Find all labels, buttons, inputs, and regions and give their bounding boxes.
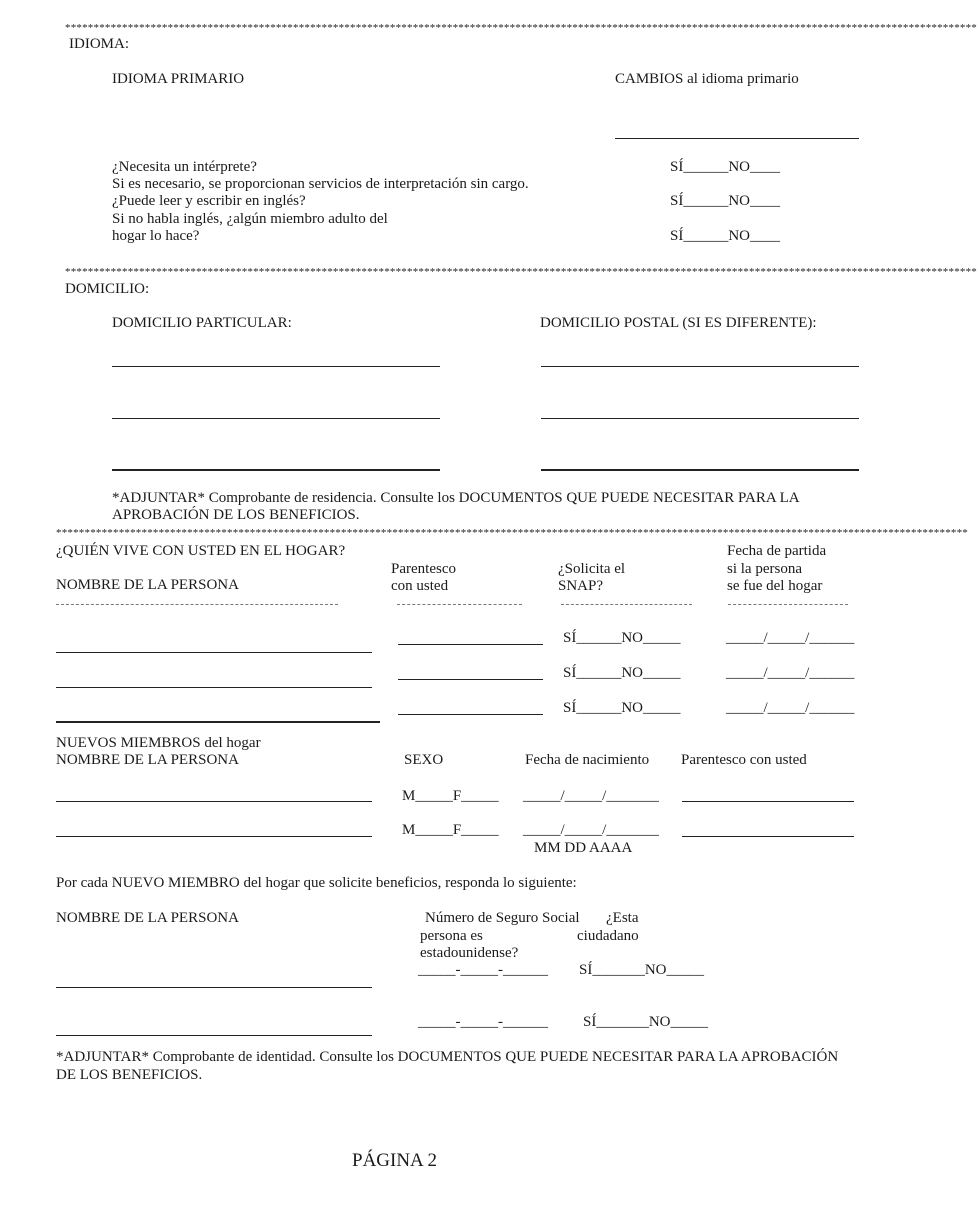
primary-language-label: IDIOMA PRIMARIO (112, 71, 245, 87)
snap-header-1: ¿Solicita el (558, 561, 626, 577)
household-snap-yes-no-1[interactable]: SÍ______NO_____ (563, 630, 681, 646)
household-departure-date-2[interactable]: _____/_____/______ (726, 665, 855, 681)
new-member-sex-1[interactable]: M_____F_____ (402, 788, 499, 804)
household-name-field-3[interactable] (56, 721, 380, 723)
new-member-relation-field-2[interactable] (682, 836, 854, 837)
new-member-dob-2[interactable]: _____/_____/_______ (523, 822, 659, 838)
departure-header-2: si la persona (727, 561, 802, 577)
household-name-header: NOMBRE DE LA PERSONA (56, 577, 239, 593)
name-header-dashes (56, 604, 338, 605)
postal-address-line-2[interactable] (541, 418, 859, 419)
separator-stars-1: **************************************************************************************************************************************************************** (65, 22, 977, 34)
new-member-name-field-2[interactable] (56, 836, 372, 837)
home-address-line-1[interactable] (112, 366, 440, 367)
snap-header-2: SNAP? (558, 578, 604, 594)
household-relation-field-2[interactable] (398, 679, 543, 680)
benefits-name-field-1[interactable] (56, 987, 372, 988)
new-members-name-header: NOMBRE DE LA PERSONA (56, 752, 239, 768)
citizen-header-b1: persona es (420, 928, 483, 944)
household-departure-date-1[interactable]: _____/_____/______ (726, 630, 855, 646)
language-changes-field[interactable] (615, 138, 859, 139)
departure-header-3: se fue del hogar (727, 578, 823, 594)
new-member-relation-field-1[interactable] (682, 801, 854, 802)
residence-attach-line2: APROBACIÓN DE LOS BENEFICIOS. (112, 507, 360, 523)
interpreter-note: Si es necesario, se proporcionan servicios de interpretación sin cargo. (112, 176, 529, 192)
household-name-field-2[interactable] (56, 687, 372, 688)
idioma-heading: IDIOMA: (69, 36, 129, 52)
postal-address-label: DOMICILIO POSTAL (SI ES DIFERENTE): (540, 315, 817, 331)
household-question: ¿QUIÉN VIVE CON USTED EN EL HOGAR? (56, 543, 346, 559)
citizen-header-c: estadounidense? (420, 945, 519, 961)
citizen-header-a: ¿Esta (606, 910, 639, 926)
dob-header: Fecha de nacimiento (525, 752, 650, 768)
benefits-name-header: NOMBRE DE LA PERSONA (56, 910, 239, 926)
adult-question-line2: hogar lo hace? (112, 228, 200, 244)
language-changes-label: CAMBIOS al idioma primario (615, 71, 799, 87)
household-relation-field-1[interactable] (398, 644, 543, 645)
postal-address-line-1[interactable] (541, 366, 859, 367)
home-address-line-2[interactable] (112, 418, 440, 419)
ssn-field-2[interactable]: _____-_____-______ (418, 1014, 548, 1030)
residence-attach-line1: *ADJUNTAR* Comprobante de residencia. Consulte los DOCUMENTOS QUE PUEDE NECESITAR PARA LA (112, 490, 800, 506)
identity-attach-line1: *ADJUNTAR* Comprobante de identidad. Consulte los DOCUMENTOS QUE PUEDE NECESITAR PARA LA APROBACIÓN (56, 1049, 839, 1065)
new-members-relation-header: Parentesco con usted (681, 752, 807, 768)
sex-header: SEXO (404, 752, 444, 768)
read-write-yes-no[interactable]: SÍ______NO____ (670, 193, 781, 209)
ssn-field-1[interactable]: _____-_____-______ (418, 962, 548, 978)
relation-header-dashes (397, 604, 522, 605)
new-members-title: NUEVOS MIEMBROS del hogar (56, 735, 261, 751)
home-address-line-3[interactable] (112, 469, 440, 471)
relation-header-2: con usted (391, 578, 449, 594)
domicilio-heading: DOMICILIO: (65, 281, 150, 297)
snap-header-dashes (561, 604, 692, 605)
benefits-name-field-2[interactable] (56, 1035, 372, 1036)
new-member-name-field-1[interactable] (56, 801, 372, 802)
household-snap-yes-no-2[interactable]: SÍ______NO_____ (563, 665, 681, 681)
identity-attach-line2: DE LOS BENEFICIOS. (56, 1067, 203, 1083)
citizen-yes-no-1[interactable]: SÍ_______NO_____ (579, 962, 705, 978)
departure-header-dashes (728, 604, 848, 605)
new-member-dob-1[interactable]: _____/_____/_______ (523, 788, 659, 804)
ssn-header: Número de Seguro Social (425, 910, 580, 926)
household-departure-date-3[interactable]: _____/_____/______ (726, 700, 855, 716)
relation-header-1: Parentesco (391, 561, 456, 577)
date-format-hint: MM DD AAAA (534, 840, 633, 856)
interpreter-question: ¿Necesita un intérprete? (112, 159, 257, 175)
departure-header-1: Fecha de partida (727, 543, 827, 559)
citizen-yes-no-2[interactable]: SÍ_______NO_____ (583, 1014, 709, 1030)
adult-question-line1: Si no habla inglés, ¿algún miembro adulto del (112, 211, 388, 227)
read-write-question: ¿Puede leer y escribir en inglés? (112, 193, 306, 209)
separator-stars-3: **************************************************************************************************************************************************************** (56, 527, 968, 539)
interpreter-yes-no[interactable]: SÍ______NO____ (670, 159, 781, 175)
home-address-label: DOMICILIO PARTICULAR: (112, 315, 292, 331)
household-snap-yes-no-3[interactable]: SÍ______NO_____ (563, 700, 681, 716)
postal-address-line-3[interactable] (541, 469, 859, 471)
citizen-header-b2: ciudadano (577, 928, 639, 944)
household-relation-field-3[interactable] (398, 714, 543, 715)
page-number: PÁGINA 2 (352, 1150, 437, 1171)
adult-yes-no[interactable]: SÍ______NO____ (670, 228, 781, 244)
separator-stars-2: **************************************************************************************************************************************************************** (65, 266, 977, 278)
benefits-intro: Por cada NUEVO MIEMBRO del hogar que solicite beneficios, responda lo siguiente: (56, 875, 577, 891)
new-member-sex-2[interactable]: M_____F_____ (402, 822, 499, 838)
household-name-field-1[interactable] (56, 652, 372, 653)
